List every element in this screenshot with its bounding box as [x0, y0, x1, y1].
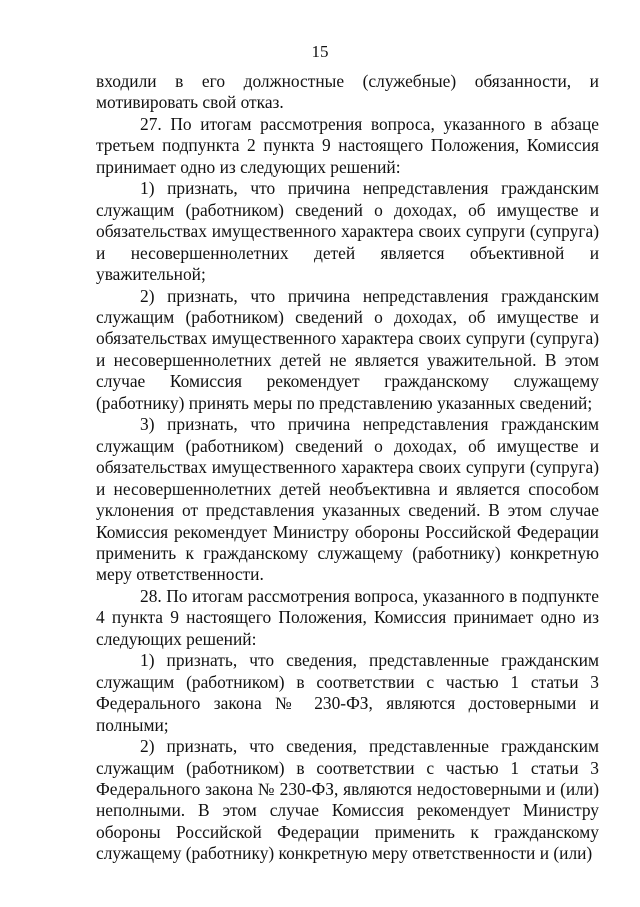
paragraph-item-27: 27. По итогам рассмотрения вопроса, указанного в абзаце третьем подпункта 2 пункта 9 настоящего Положения, Комиссия принимает одно из следующих решений:: [96, 113, 599, 177]
paragraph-item-28: 28. По итогам рассмотрения вопроса, указанного в подпункте 4 пункта 9 настоящего Положения, Комиссия принимает одно из следующих решений:: [96, 585, 599, 649]
document-body: [96, 71, 599, 865]
page-number: 15: [311, 42, 329, 61]
paragraph-continuation: входили в его должностные (служебные) обязанности, и мотивировать свой отказ.: [96, 71, 599, 113]
paragraph-28-subitem-2: 2) признать, что сведения, представленные гражданским служащим (работником) в соответствии с частью 1 статьи 3 Федерального закона № 230-ФЗ, являются недостоверными и (или) неполными. В этом случае Комиссия рекомендует Министру обороны Российской Федерации применить к гражданскому служащему (работнику) конкретную меру ответственности и (или): [96, 736, 599, 864]
paragraph-27-subitem-3: 3) признать, что причина непредставления гражданским служащим (работником) сведений о доходах, об имуществе и обязательствах имущественного характера своих супруги (супруга) и несовершеннолетних детей необъективна и является способом уклонения от представления указанных сведений. В этом случае Комиссия рекомендует Министру обороны Российской Федерации применить к гражданскому служащему (работнику) конкретную меру ответственности.: [96, 414, 599, 585]
paragraph-28-subitem-1: 1) признать, что сведения, представленные гражданским служащим (работником) в соответствии с частью 1 статьи 3 Федерального закона № 230-ФЗ, являются достоверными и полными;: [96, 650, 599, 735]
paragraph-27-subitem-1: 1) признать, что причина непредставления гражданским служащим (работником) сведений о доходах, об имуществе и обязательствах имущественного характера своих супруги (супруга) и несовершеннолетних детей является объективной и уважительной;: [96, 178, 599, 285]
paragraph-27-subitem-2: 2) признать, что причина непредставления гражданским служащим (работником) сведений о доходах, об имуществе и обязательствах имущественного характера своих супруги (супруга) и несовершеннолетних детей не является уважительной. В этом случае Комиссия рекомендует гражданскому служащему (работнику) принять меры по представлению указанных сведений;: [96, 285, 599, 413]
